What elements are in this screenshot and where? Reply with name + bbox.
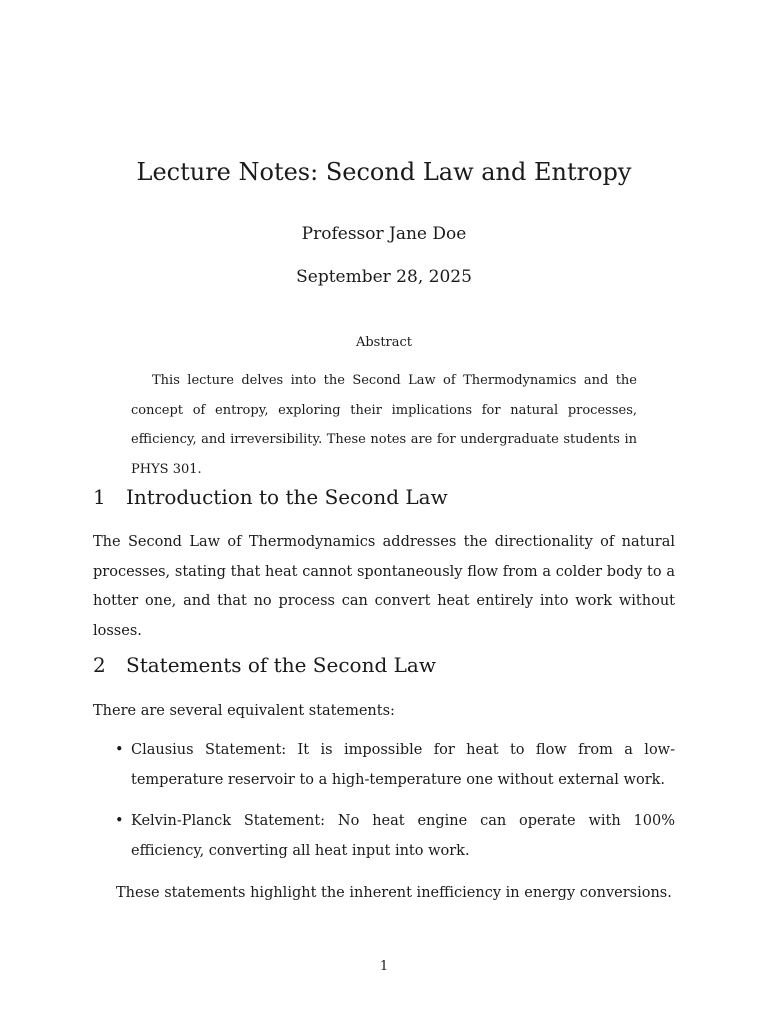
section-heading-2 (93, 651, 436, 679)
section-heading-1 (93, 483, 448, 511)
section-number: 1 (93, 485, 106, 509)
document-date: September 28, 2025 (296, 267, 472, 287)
document-author: Professor Jane Doe (301, 224, 467, 244)
section-title: Introduction to the Second Law (126, 485, 448, 509)
document-title: Lecture Notes: Second Law and Entropy (136, 158, 632, 186)
section-2-intro: There are several equivalent statements: (93, 703, 395, 719)
list-item-text: Clausius Statement: It is impossible for heat to flow from a low-temperature reservoir to a high-temperature one without external work. (131, 742, 675, 788)
bullet-icon: • (115, 742, 124, 758)
page-number: 1 (379, 959, 389, 974)
section-2-closing: These statements highlight the inherent inefficiency in energy conversions. (116, 885, 672, 901)
list-item-text: Kelvin-Planck Statement: No heat engine can operate with 100% efficiency, converting all heat input into work. (131, 813, 675, 859)
section-1-paragraph: The Second Law of Thermodynamics addresses the directionality of natural processes, stating that heat cannot spontaneously flow from a colder body to a hotter one, and that no process can convert heat entirely into work without losses. (93, 534, 675, 639)
section-number: 2 (93, 653, 106, 677)
abstract-text: This lecture delves into the Second Law of Thermodynamics and the concept of entropy, exploring their implications for natural processes, efficiency, and irreversibility. These notes are for undergraduate students in PHYS 301. (131, 373, 637, 477)
bullet-icon: • (115, 813, 124, 829)
section-title: Statements of the Second Law (126, 653, 436, 677)
abstract-heading: Abstract (355, 335, 413, 350)
